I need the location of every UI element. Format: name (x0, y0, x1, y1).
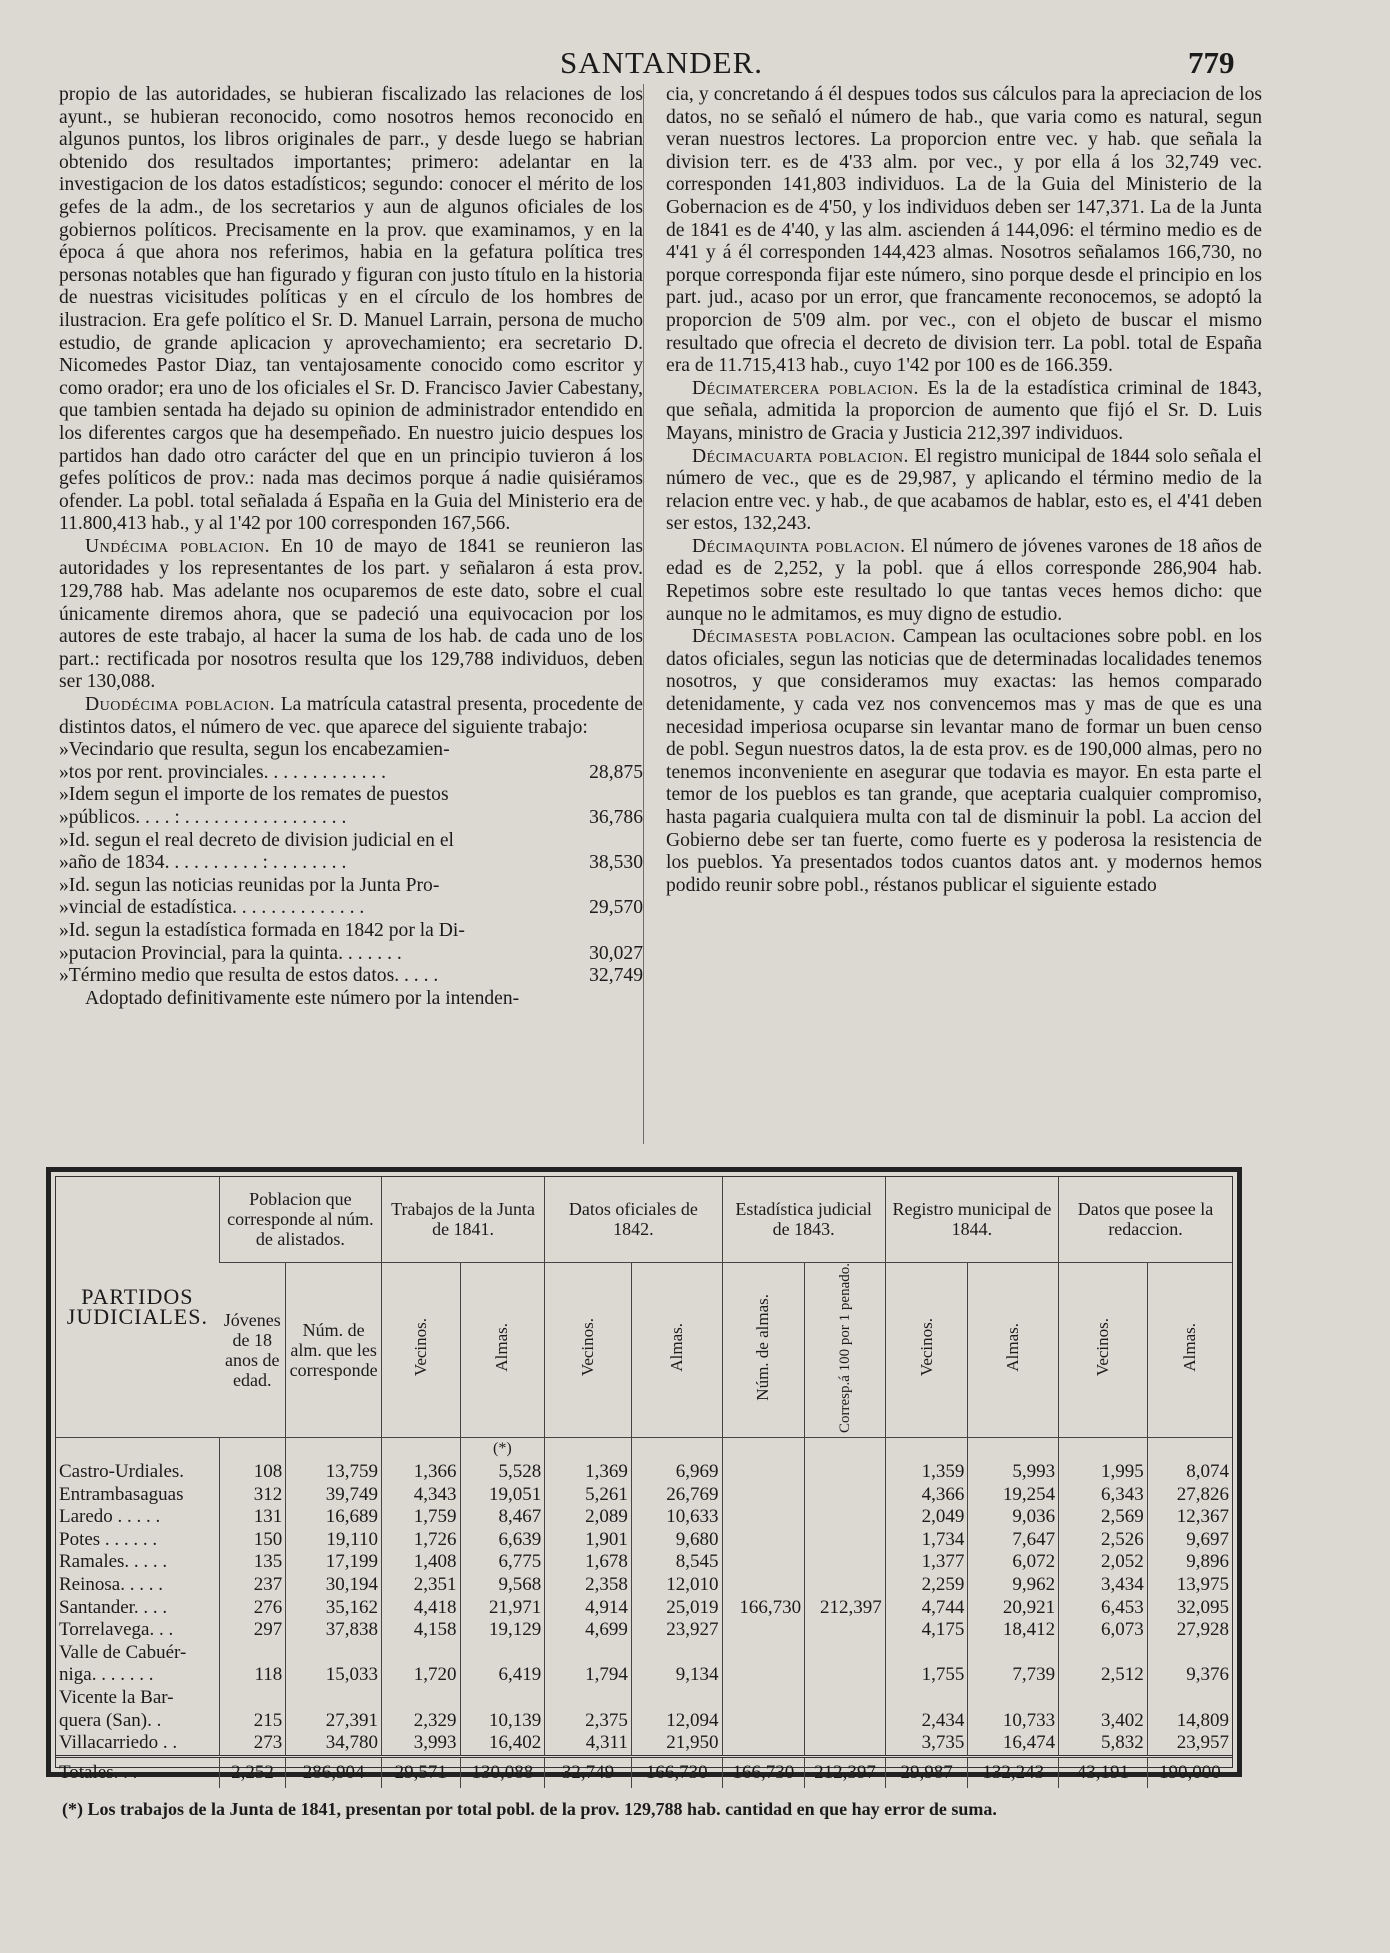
table-cell: 2,259 (885, 1574, 968, 1597)
table-cell: 5,993 (968, 1461, 1059, 1484)
table-cell: 6,775 (460, 1551, 545, 1574)
table-cell: 3,993 (381, 1732, 460, 1756)
table-cell: 5,261 (545, 1484, 632, 1507)
table-cell (381, 1642, 460, 1665)
table-cell: 39,749 (286, 1484, 382, 1507)
table-cell: 2,512 (1059, 1664, 1148, 1687)
table-row (56, 1529, 1232, 1552)
table-cell: 9,697 (1147, 1529, 1232, 1552)
table-cell: 5,832 (1059, 1732, 1148, 1756)
table-cell: 6,343 (1059, 1484, 1148, 1507)
table-cell: 4,343 (381, 1484, 460, 1507)
paragraph (59, 694, 643, 739)
paragraph: Décimaquinta poblacion. El número de jóvenes varones de 18 años de edad es de 2,252, y la pobl. que á ellos corresponde 286,904 hab. Repetimos sobre este resultado lo que tantas veces hemos dicho: que aunque no le admitamos, es muy digno de estudio. (666, 535, 1262, 625)
table-cell: 273 (219, 1732, 286, 1756)
table-cell: 12,367 (1147, 1506, 1232, 1529)
table-cell (722, 1529, 805, 1552)
population-table (46, 1167, 1242, 1783)
table-cell: 17,199 (286, 1551, 382, 1574)
subheader: Núm. de almas. (722, 1262, 805, 1438)
totals-row (56, 1756, 1232, 1788)
table-row (56, 1642, 1232, 1665)
partido-name: Torrelavega. . . (59, 1619, 174, 1641)
table-cell: 166,730 (722, 1597, 805, 1620)
partido-name: Villacarriedo . . (59, 1732, 178, 1754)
table-cell: 19,129 (460, 1619, 545, 1642)
table-cell: 297 (219, 1619, 286, 1642)
header-group: Trabajos de la Junta de 1841. (381, 1177, 544, 1262)
table-cell: 32,095 (1147, 1597, 1232, 1620)
table-cell: 35,162 (286, 1597, 382, 1620)
table-cell (805, 1506, 886, 1529)
table-cell: 135 (219, 1551, 286, 1574)
header-group: Datos que posee la redaccion. (1059, 1177, 1232, 1262)
table-cell: 12,010 (631, 1574, 722, 1597)
table-cell (722, 1619, 805, 1642)
table-cell: 1,901 (545, 1529, 632, 1552)
table-cell: 3,402 (1059, 1710, 1148, 1733)
table-cell (286, 1642, 382, 1665)
footnote: (*) Los trabajos de la Junta de 1841, presentan por total pobl. de la prov. 129,788 hab. cantidad en que hay error de suma. (62, 1799, 997, 1819)
subheader: Vecinos. (1059, 1262, 1148, 1438)
table-cell (722, 1461, 805, 1484)
list-item: »Id. segun el real decreto de division judicial en el »año de 1834. . . . . . . . . . : . . . . . . . . 38,530 (59, 829, 643, 874)
table-cell (805, 1484, 886, 1507)
table-cell: 13,975 (1147, 1574, 1232, 1597)
table-cell: 37,838 (286, 1619, 382, 1642)
section-heading: Décimacuarta poblacion. (692, 445, 909, 467)
table-cell: 2,089 (545, 1506, 632, 1529)
subheader: Vecinos. (545, 1262, 632, 1438)
table-cell: 312 (219, 1484, 286, 1507)
table-cell: 9,568 (460, 1574, 545, 1597)
subheader: Almas. (631, 1262, 722, 1438)
page-number: 779 (1188, 45, 1235, 80)
table-cell (805, 1642, 886, 1665)
header-group: Poblacion que corresponde al núm. de alistados. (219, 1177, 381, 1262)
partido-name: Vicente la Bar- (59, 1687, 174, 1708)
table-cell: 2,252 (219, 1756, 286, 1788)
section-heading: Décimaquinta poblacion. (692, 535, 906, 557)
table-cell: 10,633 (631, 1506, 722, 1529)
table-cell: 4,418 (381, 1597, 460, 1620)
paragraph: Décimacuarta poblacion. El registro municipal de 1844 solo señala el número de vec., que es de 29,987, y aplicando el término medio de la relacion entre vec. y hab., de que acabamos de hablar, esto es, el 4'41 deben ser estos, 132,243. (666, 445, 1262, 535)
partido-name: Potes . . . . . . (59, 1528, 158, 1550)
table-cell (722, 1732, 805, 1756)
table-row (56, 1619, 1232, 1642)
table-cell: 108 (219, 1461, 286, 1484)
table-cell: 166,730 (631, 1756, 722, 1788)
table-cell (722, 1574, 805, 1597)
table-cell: 19,051 (460, 1484, 545, 1507)
table-cell: 132,243 (968, 1756, 1059, 1788)
table-cell: 212,397 (805, 1597, 886, 1620)
table-cell: 13,759 (286, 1461, 382, 1484)
table-cell: 215 (219, 1710, 286, 1733)
table-cell (805, 1461, 886, 1484)
table-cell (805, 1710, 886, 1733)
table-cell: 10,733 (968, 1710, 1059, 1733)
table-body (56, 1438, 1232, 1788)
table-cell: 10,139 (460, 1710, 545, 1733)
table-cell: 6,639 (460, 1529, 545, 1552)
table-cell (631, 1687, 722, 1710)
table-cell (805, 1529, 886, 1552)
table-cell: 15,033 (286, 1664, 382, 1687)
table-cell: 29,987 (885, 1756, 968, 1788)
table-cell (722, 1551, 805, 1574)
table-cell: 1,755 (885, 1664, 968, 1687)
table-cell: 2,329 (381, 1710, 460, 1733)
table-cell (219, 1642, 286, 1665)
left-column (59, 84, 643, 1010)
table-cell: 2,351 (381, 1574, 460, 1597)
table-cell: 3,434 (1059, 1574, 1148, 1597)
table-row (56, 1664, 1232, 1687)
table-cell: 2,049 (885, 1506, 968, 1529)
table-cell: 16,402 (460, 1732, 545, 1756)
right-column (666, 84, 1262, 897)
list-item: »Vecindario que resulta, segun los encabezamien- »tos por rent. provinciales. . . . . . . . . . . . . 28,875 (59, 739, 643, 783)
partido-name: Valle de Cabuér- (59, 1641, 187, 1663)
table-cell: 6,073 (1059, 1619, 1148, 1642)
table-cell: 21,950 (631, 1732, 722, 1756)
header-partidos: PARTIDOS JUDICIALES. (56, 1177, 219, 1438)
table-row (56, 1687, 1232, 1710)
table-cell: 2,052 (1059, 1551, 1148, 1574)
table-cell: 2,434 (885, 1710, 968, 1733)
table-cell: 18,412 (968, 1619, 1059, 1642)
table-cell (1059, 1642, 1148, 1665)
table-row (56, 1710, 1232, 1733)
paragraph-text: La matrícula catastral presenta, procedente de distintos datos, el número de vec. que aparece del siguiente trabajo: (59, 694, 643, 738)
table-cell (1147, 1687, 1232, 1710)
table-cell: 32,749 (545, 1756, 632, 1788)
table-cell (1147, 1642, 1232, 1665)
table-cell: 6,969 (631, 1461, 722, 1484)
table-cell: 9,134 (631, 1664, 722, 1687)
table-cell: 2,375 (545, 1710, 632, 1733)
header-group: Estadística judicial de 1843. (722, 1177, 885, 1262)
paragraph: Décimatercera poblacion. Es la de la estadística criminal de 1843, que señala, admitida la proporcion de aumento que fijó el Sr. D. Luis Mayans, ministro de Gracia y Justicia 212,397 individuos. (666, 377, 1262, 444)
table-cell: 1,759 (381, 1506, 460, 1529)
table-cell: 1,408 (381, 1551, 460, 1574)
partido-name: niga. . . . . . . (59, 1664, 154, 1686)
table-row (56, 1484, 1232, 1507)
table-cell: 286,904 (286, 1756, 382, 1788)
table-cell: 14,809 (1147, 1710, 1232, 1733)
partido-name: Ramales. . . . . (59, 1551, 168, 1573)
table-cell (968, 1642, 1059, 1665)
table-cell (805, 1687, 886, 1710)
table-cell: 9,036 (968, 1506, 1059, 1529)
table-cell (460, 1687, 545, 1710)
table-row (56, 1551, 1232, 1574)
table-cell (968, 1687, 1059, 1710)
table-cell: 4,366 (885, 1484, 968, 1507)
table-cell: 21,971 (460, 1597, 545, 1620)
section-heading: Undécima poblacion. (85, 535, 270, 557)
table-cell: 131 (219, 1506, 286, 1529)
section-heading: Duodécima poblacion. (85, 694, 276, 716)
paragraph: propio de las autoridades, se hubieran fiscalizado las relaciones de los ayunt., se hubieran reconocido, como nosotros hemos reconocido en algunos puntos, los libros originales de parr., y desde luego se habrian obtenido dos resultados importantes; primero: adelantar en la investigacion de los datos estadísticos; segundo: conocer el mérito de los gefes de la adm., de los secretarios y aun de algunos oficiales de los gobiernos políticos. Precisamente en la prov. que examinamos, y en la época á que ahora nos referimos, habia en la gefatura política tres personas notables que han figurado y figuran con justo título en la historia de nuestras vicisitudes políticas y en el círculo de los hombres de ilustracion. Era gefe político el Sr. D. Manuel Larrain, persona de mucho estudio, de grande aplicacion y aprovechamiento; era secretario D. Nicomedes Pastor Diaz, tan ventajosamente conocido como escritor y como orador; era uno de los oficiales el Sr. D. Francisco Javier Cabestany, que tambien sentada ha dejado su opinion de administrador entendido en los diferentes cargos que ha desempeñado. En nuestro juicio despues los partidos han dado otro carácter del que en un principio tuvieron á los gefes políticos de prov.: nada mas decimos porque á nadie quisiéramos ofender. La pobl. total señalada á España en la Guia del Ministerio era de 11.800,413 hab., y al 1'42 por 100 corresponden 167,566. (59, 84, 643, 535)
subheader: Vecinos. (381, 1262, 460, 1438)
table-cell (722, 1710, 805, 1733)
list-item: »Término medio que resulta de estos datos. . . . . 32,749 (59, 965, 643, 987)
list-item: »Id. segun las noticias reunidas por la Junta Pro- »vincial de estadística. . . . . . . . . . . . . . 29,570 (59, 874, 643, 919)
table-cell: 150 (219, 1529, 286, 1552)
partido-name: Entrambasaguas (59, 1483, 184, 1505)
subheader: Almas. (968, 1262, 1059, 1438)
table-cell: 9,962 (968, 1574, 1059, 1597)
table-cell: 3,735 (885, 1732, 968, 1756)
table-cell (286, 1687, 382, 1710)
paragraph: cia, y concretando á él despues todos sus cálculos para la apreciacion de los datos, no se señaló el número de hab., que varia como es natural, segun veran nuestros lectores. La proporcion entre vec. y hab. que señala la division terr. es de 4'33 alm. por vec., y por ella á los 32,749 vec. corresponden 141,803 individuos. La de la Guia del Ministerio de la Gobernacion es de 4'50, y los individuos deben ser 147,371. La de la Junta de 1841 es de 4'40, y las alm. ascienden á 144,096: el término medio es de 4'41 y á él corresponden 144,423 almas. Nosotros señalamos 166,730, no porque corresponda fijar este número, sino porque desde el principio en los part. jud., acaso por un error, que francamente reconocemos, se adoptó la proporcion de 5'09 alm. por vec., con el objeto de buscar el mismo resultado que ofrecia el decreto de division terr. La pobl. total de España era de 11.715,413 hab., cuyo 1'42 por 100 es de 166.359. (666, 84, 1262, 377)
table-cell: 4,158 (381, 1619, 460, 1642)
table-cell: 276 (219, 1597, 286, 1620)
table-cell (722, 1484, 805, 1507)
table-cell (722, 1687, 805, 1710)
table-cell: 20,921 (968, 1597, 1059, 1620)
subheader: Almas. (460, 1262, 545, 1438)
table-cell: 1,995 (1059, 1461, 1148, 1484)
table-cell: 2,526 (1059, 1529, 1148, 1552)
partido-name: Castro-Urdiales. (59, 1461, 185, 1483)
table-cell (631, 1642, 722, 1665)
table-cell: 30,194 (286, 1574, 382, 1597)
table-cell: 1,369 (545, 1461, 632, 1484)
subheader: Núm. de alm. que les corresponde (286, 1262, 382, 1438)
table-cell (805, 1574, 886, 1597)
table-cell: 9,376 (1147, 1664, 1232, 1687)
table-cell: 27,826 (1147, 1484, 1232, 1507)
table-cell: 1,359 (885, 1461, 968, 1484)
partido-name: quera (San). . (59, 1709, 162, 1731)
table-row (56, 1597, 1232, 1620)
running-head (0, 45, 1390, 85)
table-cell (805, 1664, 886, 1687)
subheader: Corresp.á 100 por 1 penado. (805, 1262, 886, 1438)
paragraph: Adoptado definitivamente este número por la intenden- (85, 987, 520, 1009)
section-heading: Décimatercera poblacion. (692, 377, 919, 399)
paragraph: Décimasesta poblacion. Campean las ocultaciones sobre pobl. en los datos oficiales, segun las noticias que de determinadas localidades tenemos nosotros, y que consideramos muy exactas: las hemos comparado detenidamente, y cada vez nos convencemos mas y mas de que es una necesidad imperiosa ocuparse sin levantar mano de formar un buen censo de pobl. Segun nuestros datos, la de esta prov. es de 190,000 almas, pero no tenemos inconveniente en asegurar que todavia es mayor. En esta parte el temor de los pueblos es tan grande, que aceptaria cualquier compromiso, hasta pagaria cualquiera multa con tal de disminuir la pobl. La accion del Gobierno debe ser tan fuerte, como fuerte es y poderosa la resistencia de los pueblos. Ya presentados todos cuantos datos ant. y modernos hemos podido reunir sobre pobl., réstanos publicar el siguiente estado (666, 626, 1262, 896)
partido-name: Laredo . . . . . (59, 1506, 161, 1528)
table-cell: 1,720 (381, 1664, 460, 1687)
table-cell: 4,744 (885, 1597, 968, 1620)
table-cell (381, 1687, 460, 1710)
subheader: Jóvenes de 18 anos de edad. (219, 1262, 286, 1438)
table-cell: 1,678 (545, 1551, 632, 1574)
list-item: »Idem segun el importe de los remates de puestos »públicos. . . . : . . . . . . . . . . . . . . . . . 36,786 (59, 784, 643, 828)
table-cell (722, 1642, 805, 1665)
table-cell: 6,419 (460, 1664, 545, 1687)
table-cell: 4,699 (545, 1619, 632, 1642)
table-cell: 212,397 (805, 1756, 886, 1788)
table-cell: 1,377 (885, 1551, 968, 1574)
subheader: Vecinos. (885, 1262, 968, 1438)
table-cell (545, 1687, 632, 1710)
table-cell: 34,780 (286, 1732, 382, 1756)
table-cell (805, 1551, 886, 1574)
table-cell: 4,311 (545, 1732, 632, 1756)
table-row (56, 1732, 1232, 1756)
table-cell: 118 (219, 1664, 286, 1687)
table-cell: 2,569 (1059, 1506, 1148, 1529)
partido-name: Santander. . . . (59, 1596, 168, 1618)
table-cell: 16,474 (968, 1732, 1059, 1756)
table-cell: 26,769 (631, 1484, 722, 1507)
table-cell: 1,366 (381, 1461, 460, 1484)
table-row (56, 1574, 1232, 1597)
table-cell: 6,072 (968, 1551, 1059, 1574)
table-cell (805, 1732, 886, 1756)
running-title: SANTANDER. (560, 45, 763, 80)
table-row (56, 1506, 1232, 1529)
table-cell: 8,467 (460, 1506, 545, 1529)
section-heading: Décimasesta poblacion. (692, 626, 896, 648)
table-cell (885, 1642, 968, 1665)
table (56, 1177, 1232, 1788)
header-group: Datos oficiales de 1842. (545, 1177, 722, 1262)
table-cell: 4,175 (885, 1619, 968, 1642)
table-cell: 23,927 (631, 1619, 722, 1642)
table-cell: 7,647 (968, 1529, 1059, 1552)
paragraph-text: En 10 de mayo de 1841 se reunieron las autoridades y los representantes de los part. y señalaron á esta prov. 129,788 hab. Mas adelante nos ocuparemos de este dato, sobre el cual únicamente diremos ahora, que se padeció una equivocacion por los autores de este trabajo, al hacer la suma de los hab. de cada uno de los part.: rectificada por nosotros resulta que los 129,788 individuos, deben ser 130,088. (59, 535, 643, 693)
column-divider (643, 84, 644, 1144)
table-cell: 19,254 (968, 1484, 1059, 1507)
asterisk-mark: (*) (460, 1438, 545, 1461)
table-cell: 1,726 (381, 1529, 460, 1552)
subheader: Almas. (1147, 1262, 1232, 1438)
table-cell: 4,914 (545, 1597, 632, 1620)
table-cell (885, 1687, 968, 1710)
table-cell: 12,094 (631, 1710, 722, 1733)
table-cell: 16,689 (286, 1506, 382, 1529)
table-cell (722, 1664, 805, 1687)
table-cell: 25,019 (631, 1597, 722, 1620)
table-cell: 9,896 (1147, 1551, 1232, 1574)
table-cell (219, 1687, 286, 1710)
table-cell: 2,358 (545, 1574, 632, 1597)
partido-name: Reinosa. . . . . (59, 1574, 163, 1596)
table-cell: 27,928 (1147, 1619, 1232, 1642)
table-cell: 9,680 (631, 1529, 722, 1552)
table-cell: 5,528 (460, 1461, 545, 1484)
table-cell: 23,957 (1147, 1732, 1232, 1756)
table-cell: 8,545 (631, 1551, 722, 1574)
table-cell: 6,453 (1059, 1597, 1148, 1620)
table-cell: 130,088 (460, 1756, 545, 1788)
table-cell (545, 1642, 632, 1665)
table-cell: 27,391 (286, 1710, 382, 1733)
table-cell: 19,110 (286, 1529, 382, 1552)
table-cell: 190,000 (1147, 1756, 1232, 1788)
table-cell (722, 1506, 805, 1529)
table-cell: 166,730 (722, 1756, 805, 1788)
paragraph (59, 536, 643, 694)
table-cell: 8,074 (1147, 1461, 1232, 1484)
data-list (59, 739, 643, 988)
table-cell (1059, 1687, 1148, 1710)
table-cell: 1,734 (885, 1529, 968, 1552)
partido-name: Totales. . . (56, 1756, 219, 1788)
table-row (56, 1461, 1232, 1484)
header-group: Registro municipal de 1844. (885, 1177, 1058, 1262)
table-cell: 43,191 (1059, 1756, 1148, 1788)
table-cell: 29,571 (381, 1756, 460, 1788)
table-cell: 1,794 (545, 1664, 632, 1687)
table-cell: 7,739 (968, 1664, 1059, 1687)
table-cell (460, 1642, 545, 1665)
list-item: »Id. segun la estadística formada en 1842 por la Di- »putacion Provincial, para la quinta. . . . . . . 30,027 (59, 919, 643, 964)
table-cell (805, 1619, 886, 1642)
table-cell: 237 (219, 1574, 286, 1597)
